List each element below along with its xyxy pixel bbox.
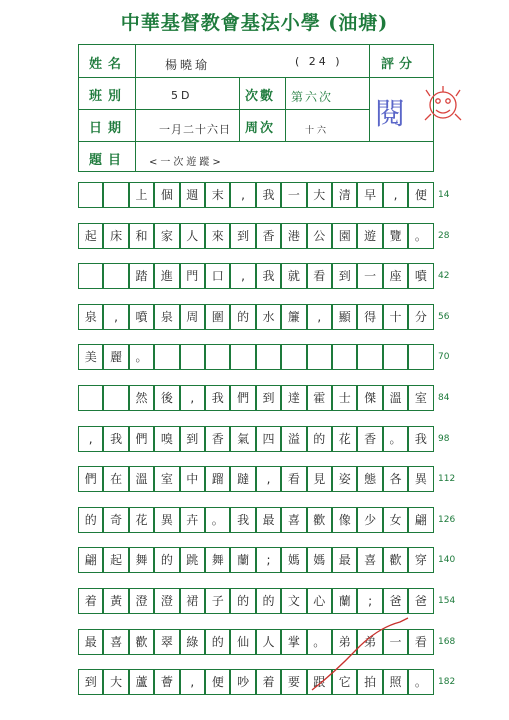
grid-cell: 港 xyxy=(281,223,306,249)
char-count: 70 xyxy=(438,352,450,363)
grid-cell: 穿 xyxy=(408,547,433,573)
grid-cell: 人 xyxy=(180,223,205,249)
grid-cell: 水 xyxy=(256,304,281,330)
grid-cell: 跟 xyxy=(307,669,332,695)
grid-cell: 門 xyxy=(180,263,205,289)
grid-cell: 室 xyxy=(154,466,179,492)
grid-cell: 到 xyxy=(180,426,205,452)
grid-cell: 的 xyxy=(230,304,255,330)
grid-cell: 爸 xyxy=(383,588,408,614)
grid-cell: 歡 xyxy=(129,629,154,655)
grid-cell: 四 xyxy=(256,426,281,452)
grid-cell: 的 xyxy=(154,547,179,573)
grid-cell: 們 xyxy=(78,466,103,492)
grid-cell: 末 xyxy=(205,182,230,208)
grid-cell: 的 xyxy=(230,588,255,614)
grid-cell: 座 xyxy=(383,263,408,289)
grid-cell: 噴 xyxy=(408,263,433,289)
grid-cell: 麗 xyxy=(103,344,128,370)
grid-cell: 到 xyxy=(230,223,255,249)
grid-cell: 家 xyxy=(154,223,179,249)
grid-cell: , xyxy=(230,182,255,208)
date-label: 日期 xyxy=(89,121,128,136)
grid-cell: 躂 xyxy=(230,466,255,492)
grid-cell: 態 xyxy=(357,466,382,492)
grid-cell: 十 xyxy=(383,304,408,330)
grid-cell: 跳 xyxy=(180,547,205,573)
date-value: 一月二十六日 xyxy=(159,123,231,136)
grid-cell: 看 xyxy=(408,629,433,655)
grid-cell: 爸 xyxy=(408,588,433,614)
grid-cell: 溢 xyxy=(281,426,306,452)
grid-cell: 我 xyxy=(256,263,281,289)
school-title: 中華基督教會基法小學 (油塘) xyxy=(120,12,389,34)
grid-cell: 就 xyxy=(281,263,306,289)
grid-cell: 花 xyxy=(129,507,154,533)
grid-cell: 一 xyxy=(383,629,408,655)
grid-cell: 人 xyxy=(256,629,281,655)
grid-cell: 綠 xyxy=(180,629,205,655)
grid-cell: 公 xyxy=(307,223,332,249)
grid-cell: 起 xyxy=(103,547,128,573)
grid-cell: , xyxy=(307,304,332,330)
grid-cell: 弟 xyxy=(332,629,357,655)
grid-cell: 。 xyxy=(383,426,408,452)
grid-cell: , xyxy=(103,304,128,330)
grid-cell: 圍 xyxy=(205,304,230,330)
topic-value: <一次遊蹤> xyxy=(149,157,224,168)
grid-cell: 霍 xyxy=(307,385,332,411)
grid-cell: , xyxy=(383,182,408,208)
grid-cell: 進 xyxy=(154,263,179,289)
grid-cell: 蘭 xyxy=(332,588,357,614)
grid-cell: 起 xyxy=(78,223,103,249)
grid-cell: 香 xyxy=(357,426,382,452)
grid-cell: 們 xyxy=(230,385,255,411)
grid-cell: , xyxy=(180,669,205,695)
grid-cell: 要 xyxy=(281,669,306,695)
grid-cell: 達 xyxy=(281,385,306,411)
char-count: 168 xyxy=(438,636,456,647)
grid-cell: 我 xyxy=(103,426,128,452)
grid-cell: 子 xyxy=(205,588,230,614)
grid-cell: 來 xyxy=(205,223,230,249)
grid-cell: 媽 xyxy=(307,547,332,573)
grid-cell: 文 xyxy=(281,588,306,614)
grid-cell: 像 xyxy=(332,507,357,533)
grid-cell: 中 xyxy=(180,466,205,492)
count-value: 第六次 xyxy=(291,90,334,104)
grid-cell: 花 xyxy=(332,426,357,452)
grid-cell: 傑 xyxy=(357,385,382,411)
week-label: 周次 xyxy=(245,121,276,136)
grid-cell: 香 xyxy=(205,426,230,452)
grid-cell: 士 xyxy=(332,385,357,411)
grid-cell: 美 xyxy=(78,344,103,370)
grid-cell: 弟 xyxy=(357,629,382,655)
grid-cell: 到 xyxy=(332,263,357,289)
grid-cell: 吵 xyxy=(230,669,255,695)
grid-cell: 澄 xyxy=(154,588,179,614)
grid-cell: 簾 xyxy=(281,304,306,330)
char-count: 112 xyxy=(438,474,456,485)
grid-cell: 喜 xyxy=(357,547,382,573)
char-count: 182 xyxy=(438,677,456,688)
grid-cell: 床 xyxy=(103,223,128,249)
grid-cell: , xyxy=(78,426,103,452)
grid-cell: 和 xyxy=(129,223,154,249)
grid-cell: 舞 xyxy=(205,547,230,573)
class-label: 班別 xyxy=(89,89,128,104)
grid-cell: 歡 xyxy=(307,507,332,533)
grid-cell: 。 xyxy=(205,507,230,533)
grid-cell: 我 xyxy=(205,385,230,411)
grid-cell: 氣 xyxy=(230,426,255,452)
grid-cell: 它 xyxy=(332,669,357,695)
grid-cell: 翠 xyxy=(154,629,179,655)
grid-cell: 大 xyxy=(307,182,332,208)
grid-cell: 後 xyxy=(154,385,179,411)
grid-cell: 的 xyxy=(307,426,332,452)
grid-cell: 奇 xyxy=(103,507,128,533)
char-count: 28 xyxy=(438,230,450,241)
grid-cell: 掌 xyxy=(281,629,306,655)
grid-cell: 照 xyxy=(383,669,408,695)
grid-cell: , xyxy=(180,385,205,411)
grid-cell: 泉 xyxy=(78,304,103,330)
grid-cell: 一 xyxy=(281,182,306,208)
grid-cell: 。 xyxy=(307,629,332,655)
grid-cell: 溫 xyxy=(383,385,408,411)
grid-cell: 各 xyxy=(383,466,408,492)
grid-cell: 蹓 xyxy=(205,466,230,492)
grid-cell: 得 xyxy=(357,304,382,330)
grid-cell: 仙 xyxy=(230,629,255,655)
grid-cell: 的 xyxy=(205,629,230,655)
grid-cell: 舞 xyxy=(129,547,154,573)
char-count: 42 xyxy=(438,271,450,282)
grid-cell: 泉 xyxy=(154,304,179,330)
grid-cell: ; xyxy=(357,588,382,614)
name-value: 楊曉瑜 xyxy=(165,58,211,72)
grid-cell: 一 xyxy=(357,263,382,289)
grid-cell: 我 xyxy=(256,182,281,208)
char-count: 126 xyxy=(438,514,456,525)
grid-cell: 便 xyxy=(408,182,433,208)
grid-cell: 喜 xyxy=(281,507,306,533)
grid-cell: 周 xyxy=(180,304,205,330)
char-count: 14 xyxy=(438,190,450,200)
grid-cell: 便 xyxy=(205,669,230,695)
grid-cell: 我 xyxy=(408,426,433,452)
grid-cell: 的 xyxy=(78,507,103,533)
topic-label: 題目 xyxy=(89,153,128,168)
grid-cell: 蘆 xyxy=(129,669,154,695)
grid-cell: 看 xyxy=(281,466,306,492)
week-value: 十六 xyxy=(305,126,330,136)
grid-cell: , xyxy=(230,263,255,289)
grid-cell: 女 xyxy=(383,507,408,533)
grid-cell: 踏 xyxy=(129,263,154,289)
grid-cell: 然 xyxy=(129,385,154,411)
grid-cell: 遊 xyxy=(357,223,382,249)
grid-cell: 異 xyxy=(154,507,179,533)
grid-cell: 香 xyxy=(256,223,281,249)
grid-cell: 蘭 xyxy=(230,547,255,573)
grid-cell: 最 xyxy=(256,507,281,533)
grid-cell: 室 xyxy=(408,385,433,411)
grid-cell: 翩 xyxy=(408,507,433,533)
grid-cell: 着 xyxy=(256,669,281,695)
grid-cell: 喜 xyxy=(103,629,128,655)
grid-cell: 嗅 xyxy=(154,426,179,452)
grid-cell: 園 xyxy=(332,223,357,249)
grid-cell: 卉 xyxy=(180,507,205,533)
grid-cell: 週 xyxy=(180,182,205,208)
grid-cell: 。 xyxy=(408,223,433,249)
grid-cell: 分 xyxy=(408,304,433,330)
grid-cell: 見 xyxy=(307,466,332,492)
grid-cell: 到 xyxy=(78,669,103,695)
char-count: 98 xyxy=(438,433,450,444)
char-count: 84 xyxy=(438,393,450,403)
grid-cell: 薈 xyxy=(154,669,179,695)
grid-cell: 到 xyxy=(256,385,281,411)
grid-cell: 姿 xyxy=(332,466,357,492)
grid-cell: , xyxy=(256,466,281,492)
char-count: 56 xyxy=(438,311,450,322)
grid-cell: 翩 xyxy=(78,547,103,573)
char-count: 154 xyxy=(438,596,456,606)
grid-cell: 最 xyxy=(332,547,357,573)
char-count: 140 xyxy=(438,555,456,566)
grid-cell: 口 xyxy=(205,263,230,289)
grid-cell: 歡 xyxy=(383,547,408,573)
grid-cell: 的 xyxy=(256,588,281,614)
name-label: 姓名 xyxy=(89,57,128,72)
class-number: ( 24 ) xyxy=(295,55,343,68)
correction-stroke xyxy=(312,618,408,690)
grid-cell: 噴 xyxy=(129,304,154,330)
grid-cell: 最 xyxy=(78,629,103,655)
marked-stamp: 閱 xyxy=(375,97,405,132)
grid-cell: 。 xyxy=(408,669,433,695)
class-value: 5D xyxy=(171,89,193,102)
grid-cell: ; xyxy=(256,547,281,573)
grid-cell: 覽 xyxy=(383,223,408,249)
grid-cell: 在 xyxy=(103,466,128,492)
grid-cell: 早 xyxy=(357,182,382,208)
grid-cell: 着 xyxy=(78,588,103,614)
grid-cell: 澄 xyxy=(129,588,154,614)
grid-cell: 我 xyxy=(230,507,255,533)
grid-cell: 心 xyxy=(307,588,332,614)
grid-cell: 少 xyxy=(357,507,382,533)
grid-cell: 裙 xyxy=(180,588,205,614)
grid-cell: 拍 xyxy=(357,669,382,695)
grid-cell: 黃 xyxy=(103,588,128,614)
grid-cell: 大 xyxy=(103,669,128,695)
grid-cell: 們 xyxy=(129,426,154,452)
grid-cell: 異 xyxy=(408,466,433,492)
grid-cell: 個 xyxy=(154,182,179,208)
grid-cell: 清 xyxy=(332,182,357,208)
grid-cell: 。 xyxy=(129,344,154,370)
grid-cell: 上 xyxy=(129,182,154,208)
grid-cell: 溫 xyxy=(129,466,154,492)
grid-cell: 看 xyxy=(307,263,332,289)
grid-cell: 顯 xyxy=(332,304,357,330)
count-label: 次數 xyxy=(245,89,276,104)
grade-label: 評分 xyxy=(381,57,418,72)
grid-cell: 媽 xyxy=(281,547,306,573)
